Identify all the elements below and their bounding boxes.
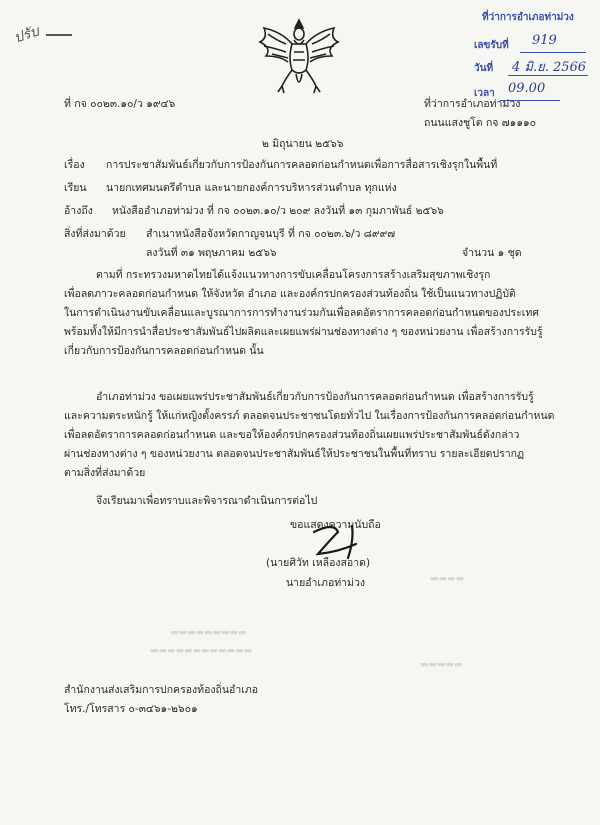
body-paragraph-1	[64, 266, 542, 361]
handwritten-signature	[300, 520, 390, 560]
stamp-receipt-no-label: เลขรับที่	[474, 40, 509, 51]
stamp-date-label: วันที่	[474, 63, 494, 74]
margin-handwritten-note: ปรับ	[12, 23, 42, 47]
paragraph-line: ตามที่ กระทรวงมหาดไทยได้แจ้งแนวทางการขับเคลื่อนโครงการสร้างเสริมสุขภาพเชิงรุก	[96, 269, 491, 281]
document-date: ๒ มิถุนายน ๒๕๖๖	[262, 138, 344, 150]
show-through-mark: ▬▬▬▬▬	[420, 660, 463, 670]
body-paragraph-2	[64, 388, 555, 483]
paragraph-line: เกี่ยวกับการป้องกันการคลอดก่อนกำหนด นั้น	[64, 345, 264, 357]
footer-department: สำนักงานส่งเสริมการปกครองท้องถิ่นอำเภอ	[64, 684, 259, 696]
reference-text: หนังสืออำเภอท่าม่วง ที่ กจ ๐๐๒๓.๑๐/ว ๒๐๙ ลงวันที่ ๑๓ กุมภาพันธ์ ๒๕๖๖	[112, 205, 444, 217]
office-address: ถนนแสงชูโต กจ ๗๑๑๑๐	[424, 117, 537, 129]
stamp-receipt-no: 919	[532, 33, 557, 48]
stamp-date: 4 มิ.ย. 2566	[512, 60, 587, 75]
stamp-time: 09.00	[508, 81, 546, 96]
paragraph-line: เพื่อลดอัตราการคลอดก่อนกำหนด และขอให้องค์กรปกครองส่วนท้องถิ่นเผยแพร่ประชาสัมพันธ์ดังกล่าว	[64, 429, 520, 441]
enclosure-label: สิ่งที่ส่งมาด้วย	[64, 228, 126, 240]
issuing-office: ที่ว่าการอำเภอท่าม่วง	[424, 98, 521, 110]
signatory-name: (นายศิวัท เหลืองสอาด)	[266, 557, 371, 569]
signatory-position: นายอำเภอท่าม่วง	[286, 577, 366, 589]
paragraph-line: พร้อมทั้งให้มีการนำสื่อประชาสัมพันธ์ไปผลิตและเผยแพร่ผ่านช่องทางต่าง ๆ ของหน่วยงาน เพื่อสร้างการรับรู้	[64, 326, 543, 338]
paragraph-line: ตามสิ่งที่ส่งมาด้วย	[64, 467, 146, 479]
garuda-emblem-icon	[252, 14, 346, 98]
enclosure-text: สำเนาหนังสือจังหวัดกาญจนบุรี ที่ กจ ๐๐๒๓.๖/ว ๘๙๙๗	[146, 228, 396, 240]
document-number: ที่ กจ ๐๐๒๓.๑๐/ว ๑๙๔๖	[64, 98, 176, 110]
subject-text: การประชาสัมพันธ์เกี่ยวกับการป้องกันการคลอดก่อนกำหนดเพื่อการสื่อสารเชิงรุกในพื้นที่	[106, 159, 498, 171]
stamp-office: ที่ว่าการอำเภอท่าม่วง	[482, 12, 574, 23]
salutation: ขอแสดงความนับถือ	[290, 519, 381, 531]
show-through-mark: ▬▬▬▬▬▬▬▬▬▬▬▬	[150, 646, 253, 656]
paragraph-line: ผ่านช่องทางต่าง ๆ ของหน่วยงาน ตลอดจนประชาสัมพันธ์ให้ประชาชนในพื้นที่ทราบ รายละเอียดปรากฏ	[64, 448, 525, 460]
stamp-time-label: เวลา	[474, 88, 495, 99]
enclosure-date: ลงวันที่ ๓๑ พฤษภาคม ๒๕๖๖	[146, 247, 277, 259]
footer-phone: โทร./โทรสาร ๐-๓๔๖๑-๒๖๐๑	[64, 703, 198, 715]
subject-label: เรื่อง	[64, 159, 85, 171]
paragraph-line: เพื่อลดภาวะคลอดก่อนกำหนด ให้จังหวัด อำเภอ และองค์กรปกครองส่วนท้องถิ่น ใช้เป็นแนวทางปฏิบัติ	[64, 288, 516, 300]
show-through-mark: ▬▬▬▬	[430, 574, 465, 584]
reference-label: อ้างถึง	[64, 205, 93, 217]
recipient-label: เรียน	[64, 182, 87, 194]
closing-line: จึงเรียนมาเพื่อทราบและพิจารณาดำเนินการต่อไป	[96, 495, 318, 507]
paragraph-line: ในการดำเนินงานขับเคลื่อนและบูรณาการการทำงานร่วมกันเพื่อลดอัตราการคลอดก่อนกำหนดของประเทศ	[64, 307, 539, 319]
recipient-text: นายกเทศมนตรีตำบล และนายกองค์การบริหารส่วนตำบล ทุกแห่ง	[106, 182, 397, 194]
show-through-mark: ▬▬▬▬▬▬▬▬▬	[170, 628, 247, 638]
paragraph-line: และความตระหนักรู้ ให้แก่หญิงตั้งครรภ์ ตลอดจนประชาชนโดยทั่วไป ในเรื่องการป้องกันการคลอดก่อนกำหนด	[64, 410, 555, 422]
paragraph-line: อำเภอท่าม่วง ขอเผยแพร่ประชาสัมพันธ์เกี่ยวกับการป้องกันการคลอดก่อนกำหนด เพื่อสร้างการรับรู้	[96, 391, 534, 403]
margin-dash	[46, 34, 72, 36]
enclosure-quantity: จำนวน ๑ ชุด	[462, 247, 522, 259]
